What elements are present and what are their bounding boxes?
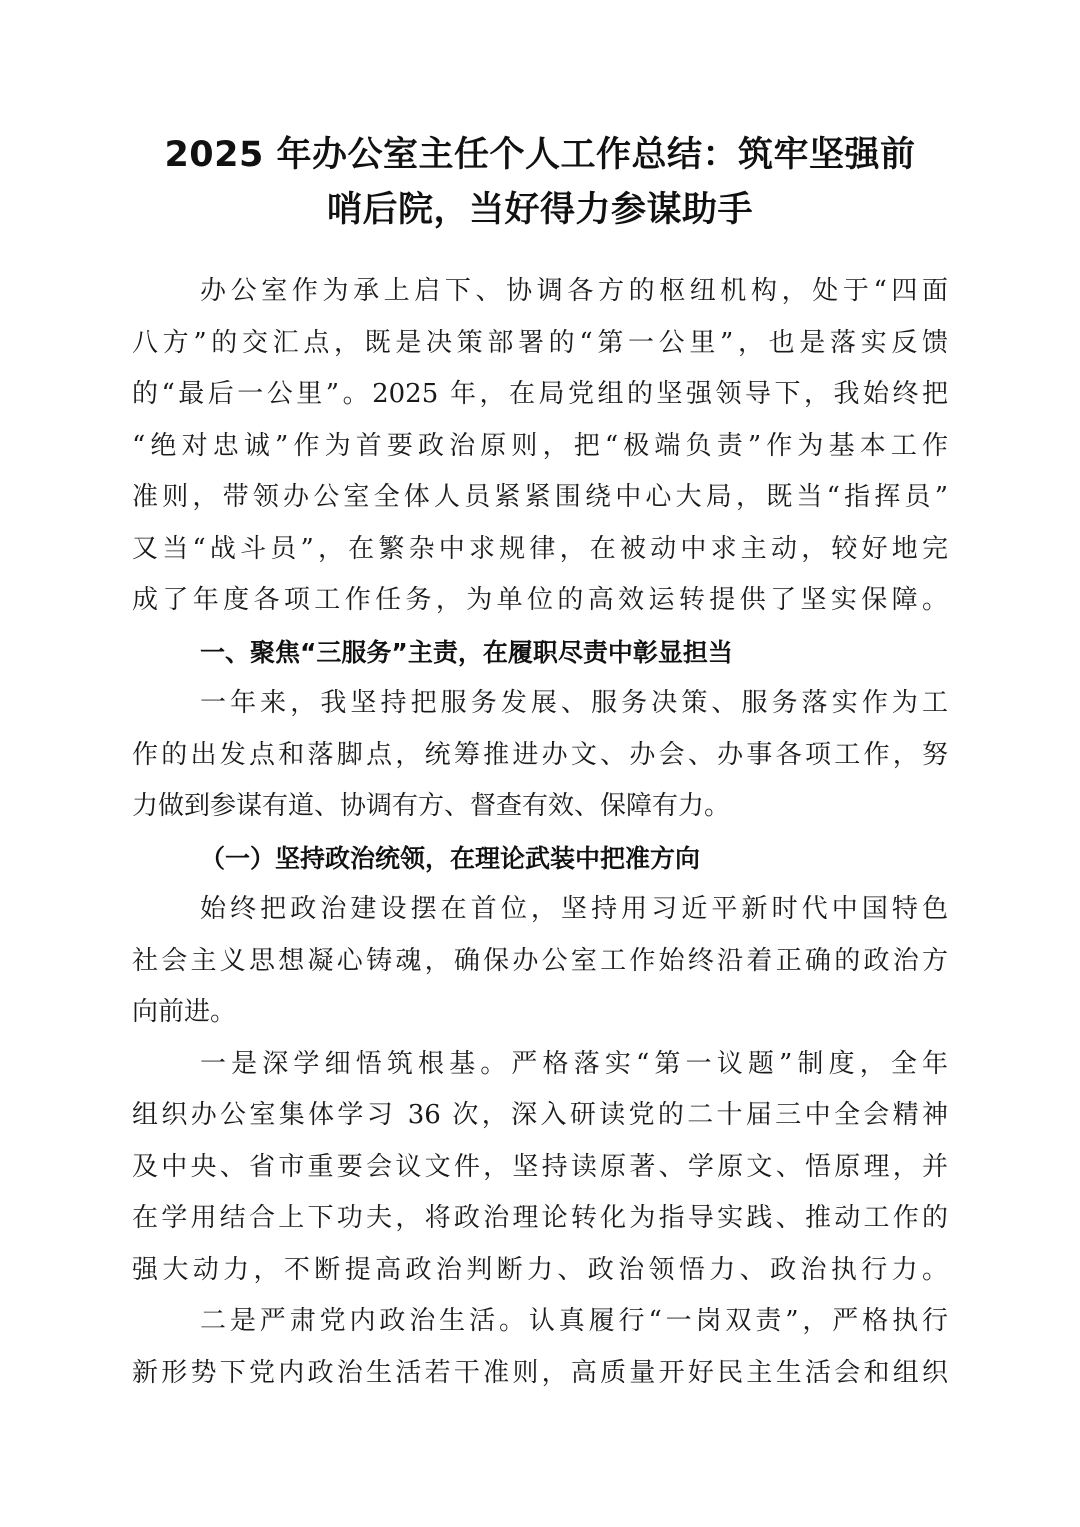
title-line: 2025 年办公室主任个人工作总结：筑牢坚强前 [164, 135, 916, 175]
text-line: 在学用结合上下功夫，将政治理论转化为指导实践、推动工作的 [132, 1203, 948, 1233]
text-line: 组织办公室集体学习 36 次，深入研读党的二十届三中全会精神 [132, 1100, 948, 1130]
text-line: 作的出发点和落脚点，统筹推进办文、办会、办事各项工作，努 [132, 739, 948, 770]
text-line: 成了年度各项工作任务，为单位的高效运转提供了坚实保障。 [132, 585, 948, 615]
subsection-heading: （一）坚持政治统领，在理论武装中把准方向 [200, 843, 701, 873]
text-line: 的“最后一公里”。2025 年，在局党组的坚强领导下，我始终把 [132, 379, 948, 409]
text-line: 办公室作为承上启下、协调各方的枢纽机构，处于“四面 [200, 276, 948, 306]
section-heading: 一、聚焦“三服务”主责，在履职尽责中彰显担当 [200, 637, 733, 667]
text-line: 始终把政治建设摆在首位，坚持用习近平新时代中国特色 [200, 894, 948, 924]
text-line: 新形势下党内政治生活若干准则，高质量开好民主生活会和组织 [132, 1357, 948, 1388]
text-line: 及中央、省市重要会议文件，坚持读原著、学原文、悟原理，并 [132, 1151, 948, 1182]
text-line: 又当“战斗员”，在繁杂中求规律，在被动中求主动，较好地完 [132, 533, 948, 564]
text-line: 一是深学细悟筑根基。严格落实“第一议题”制度，全年 [200, 1048, 948, 1079]
text-line: 社会主义思想凝心铸魂，确保办公室工作始终沿着正确的政治方 [132, 945, 948, 976]
intro-paragraph [132, 266, 948, 627]
text-line: 二是严肃党内政治生活。认真履行“一岗双责”，严格执行 [200, 1306, 948, 1336]
text-line: 向前进。 [132, 997, 237, 1027]
document-title [120, 128, 960, 238]
text-line: 力做到参谋有道、协调有方、督查有效、保障有力。 [132, 791, 731, 821]
text-line: 一年来，我坚持把服务发展、服务决策、服务落实作为工 [200, 688, 948, 718]
point-paragraph [132, 1296, 948, 1399]
title-line: 哨后院，当好得力参谋助手 [326, 190, 753, 230]
document-body [132, 266, 948, 1399]
text-line: 强大动力，不断提高政治判断力、政治领悟力、政治执行力。 [132, 1254, 948, 1285]
text-line: 准则，带领办公室全体人员紧紧围绕中心大局，既当“指挥员” [132, 482, 948, 512]
section-paragraph [132, 678, 948, 833]
text-line: “绝对忠诚”作为首要政治原则，把“极端负责”作为基本工作 [132, 430, 948, 461]
text-line: 八方”的交汇点，既是决策部署的“第一公里”，也是落实反馈 [132, 327, 948, 358]
subsection-paragraph [132, 884, 948, 1039]
point-paragraph [132, 1039, 948, 1297]
